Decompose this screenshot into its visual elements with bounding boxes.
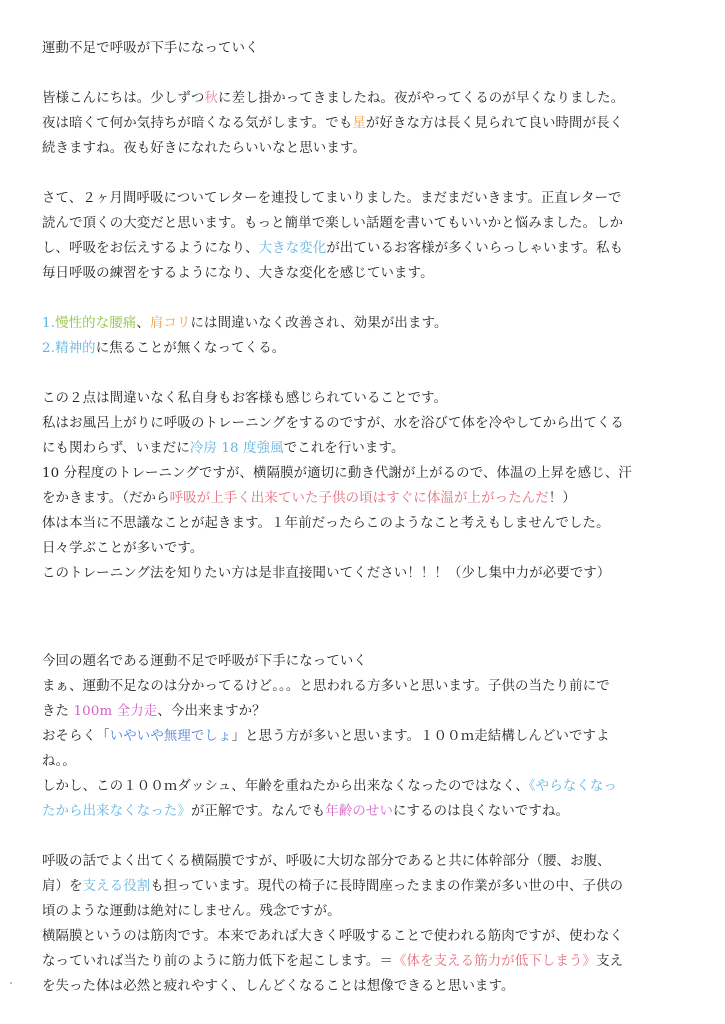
paragraph-intro — [42, 186, 695, 286]
list-item: 2.精神的に焦ることが無くなってくる。 — [42, 341, 286, 356]
text-line: 横隔膜というのは筋肉です。本来であれば大きく呼吸することで使われる筋肉ですが、使わなく — [42, 929, 624, 944]
text-line: 頃のような運動は絶対にしません。残念ですが。 — [42, 904, 341, 919]
scan-speck — [10, 982, 12, 984]
text-line: なっていれば当たり前のように筋力低下を起こします。＝《体を支える筋力が低下しまう》支え — [42, 954, 624, 969]
text-line: きた 100m 全力走、今出来ますか？ — [42, 704, 266, 719]
paragraph-training — [42, 386, 695, 586]
highlight-childhood: 呼吸が上手く出来ていた子供の頃はすぐに体温が上がったんだ — [169, 491, 549, 506]
highlight-age: 年齢のせい — [325, 804, 393, 819]
highlight-back-pain: 慢性的な腰痛 — [55, 316, 137, 331]
highlight-support-role: 支える役割 — [82, 879, 151, 894]
paragraph-greeting — [42, 86, 695, 161]
highlight-muscle-decline: 《体を支える筋力が低下しまう》 — [392, 954, 597, 969]
text-line: にも関わらず、いまだに冷房 18 度強風でこれを行います。 — [42, 441, 405, 456]
letter-title: 運動不足で呼吸が下手になっていく — [42, 41, 259, 56]
highlight-autumn: 秋 — [204, 91, 219, 106]
highlight-aircon: 冷房 18 度強風 — [189, 441, 284, 456]
highlight-big-change: 大きな変化 — [258, 241, 327, 256]
highlight-star: 星 — [352, 116, 366, 131]
text-line: 毎日呼吸の練習をするようになり、大きな変化を感じています。 — [42, 266, 434, 281]
text-line: さて、２ヶ月間呼吸についてレターを連投してまいりました。まだまだいきます。正直レターで — [42, 191, 622, 206]
text-line: 日々学ぶことが多いです。 — [42, 541, 204, 556]
text-line: しかし、この１００ｍダッシュ、年齢を重ねたから出来なくなったのではなく、《やらなくなっ — [42, 779, 618, 794]
text-line: まぁ、運動不足なのは分かってるけど。。。と思われる方多いと思います。子供の当たり前にで — [42, 679, 610, 694]
text-line: おそらく「いやいや無理でしょ」と思う方が多いと思います。１００ｍ走結構しんどいですよ — [42, 729, 610, 744]
highlight-stiff-shoulder: 肩コリ — [149, 316, 191, 331]
text-line: 夜は暗くて何か気持ちが暗くなる気がします。でも星が好きな方は長く見られて良い時間が長く — [42, 116, 624, 131]
text-line: 10 分程度のトレーニングですが、横隔膜が適切に動き代謝が上がるので、体温の上昇を感じ、汗 — [42, 466, 632, 481]
highlight-100m: 100m 全力走 — [73, 704, 158, 719]
list-item: 1.慢性的な腰痛、肩コリには間違いなく改善され、効果が出ます。 — [42, 316, 448, 331]
text-line: この２点は間違いなく私自身もお客様も感じられていることです。 — [42, 391, 448, 406]
text-line: ね。。 — [42, 754, 76, 769]
highlight-no-way: いやいや無理でしょ — [109, 729, 232, 744]
text-line: を失った体は必然と疲れやすく、しんどくなることは想像できると思います。 — [42, 979, 515, 994]
paragraph-diaphragm — [42, 849, 695, 999]
text-line: し、呼吸をお伝えするようになり、大きな変化が出ているお客様が多くいらっしゃいます。私も — [42, 241, 624, 256]
benefit-list — [42, 311, 695, 361]
text-line: 続きますね。夜も好きになれたらいいなと思います。 — [42, 141, 366, 156]
text-line: をかきます。（だから呼吸が上手く出来ていた子供の頃はすぐに体温が上がったんだ！） — [42, 491, 576, 506]
text-line: 今回の題名である運動不足で呼吸が下手になっていく — [42, 654, 367, 669]
text-line: 読んで頂くの大変だと思います。もっと簡単で楽しい話題を書いてもいいかと悩みました。しか — [42, 216, 624, 231]
text-line: 皆様こんにちは。少しずつ秋に差し掛かってきましたね。夜がやってくるのが早くなりました。 — [42, 91, 625, 106]
text-line: 体は本当に不思議なことが起きます。１年前だったらこのようなこと考えもしませんでした。 — [42, 516, 610, 531]
highlight-stopped-doing: 《やらなくなっ — [528, 779, 618, 794]
highlight-mental: 精神的 — [55, 341, 96, 356]
paragraph-topic — [42, 649, 695, 824]
text-line: 私はお風呂上がりに呼吸のトレーニングをするのですが、水を浴びて体を冷やしてから出てくる — [42, 416, 624, 431]
text-line: このトレーニング法を知りたい方は是非直接聞いてください！！！（少し集中力が必要です） — [42, 566, 611, 581]
text-line: たから出来なくなった》が正解です。なんでも年齢のせいにするのは良くないですね。 — [42, 804, 570, 819]
text-line: 肩）を支える役割も担っています。現代の椅子に長時間座ったままの作業が多い世の中、子供の — [42, 879, 624, 894]
text-line: 呼吸の話でよく出てくる横隔膜ですが、呼吸に大切な部分であると共に体幹部分（腰、お腹、 — [42, 854, 611, 869]
